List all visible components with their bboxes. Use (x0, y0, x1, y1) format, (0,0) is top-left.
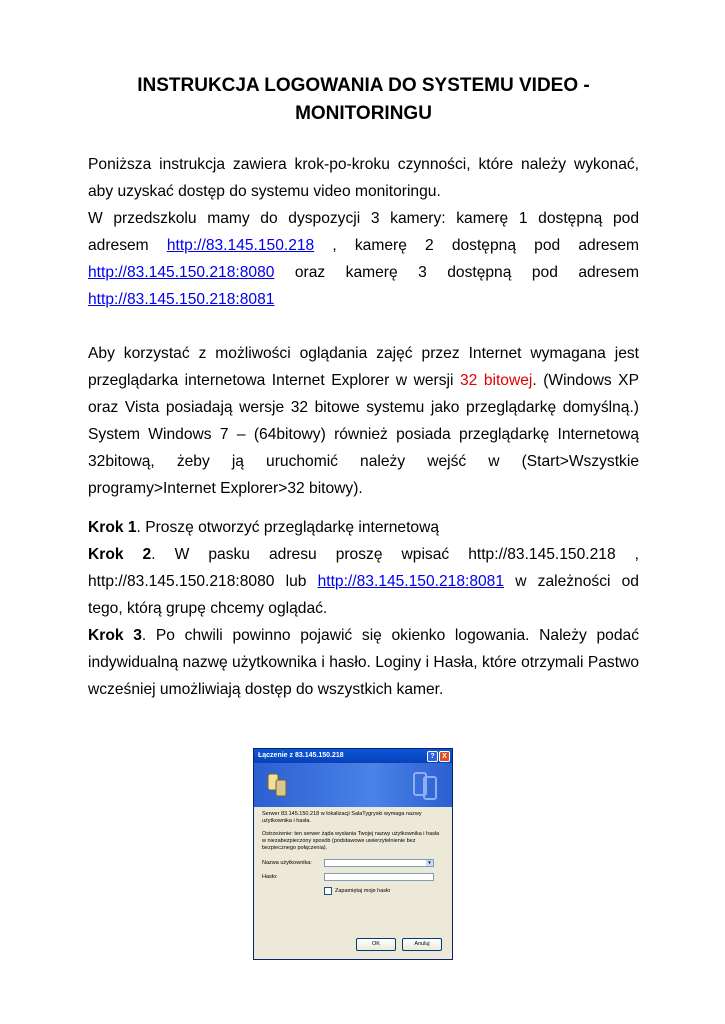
requirements-text-a: Aby korzystać z możliwości oglądania zajęć przez Internet wymagana jest przeglądarka internetowa Internet Explorer w wersji (88, 345, 639, 389)
step-2-label: Krok 2 (88, 546, 152, 563)
step-2-link[interactable]: http://83.145.150.218:8081 (317, 573, 505, 590)
step-3-text: . Po chwili powinno pojawić się okienko logowania. Należy podać indywidualną nazwę użytkownika i hasło. Loginy i Hasła, które otrzymali Pastwo wcześniej umożliwiają dostęp do wszystkich kamer. (88, 627, 639, 698)
cameras-text-c: oraz kamerę 3 dostępną pod adresem (274, 264, 639, 281)
ok-button: OK (356, 938, 396, 951)
login-dialog-screenshot (253, 748, 453, 960)
spacer (88, 313, 639, 340)
password-field (324, 873, 434, 881)
camera-3-link[interactable]: http://83.145.150.218:8081 (88, 291, 275, 308)
requirements-text-b: . (Windows XP oraz Vista posiadają wersje 32 bitowe systemu jako przeglądarkę domyślną.) System Windows 7 – (64bitowy) również posiada przeglądarkę Internetową 32bitową, żeby ją uruchomić należy wejść w (Start>Wszystkie programy>Internet Explorer>32 bitowy). (88, 372, 639, 497)
dialog-content (254, 807, 452, 900)
dialog-buttons (356, 938, 442, 951)
intro-paragraph: Poniższa instrukcja zawiera krok-po-kroku czynności, które należy wykonać, aby uzyskać dostęp do systemu video monitoringu. (88, 156, 639, 200)
step-1 (88, 514, 639, 541)
username-row (262, 858, 444, 868)
requirements-highlight: 32 bitowej (459, 372, 533, 389)
cameras-paragraph (88, 205, 639, 313)
camera-2-link[interactable]: http://83.145.150.218:8080 (88, 264, 275, 281)
title-line-1: INSTRUKCJA LOGOWANIA DO SYSTEMU VIDEO - (137, 75, 590, 96)
warning-text: Ostrzeżenie: ten serwer żąda wysłania Twojej nazwy użytkownika i hasła w niezabezpieczony sposób (podstawowe uwierzytelnienie bez bezpiecznego połączenia). (262, 831, 440, 851)
close-button: X (439, 751, 450, 762)
title-line-2: MONITORINGU (295, 103, 432, 124)
cameras-text-a: W przedszkolu mamy do dyspozycji 3 kamery: kamerę 1 dostępną pod adresem (88, 210, 639, 254)
camera-1-link[interactable]: http://83.145.150.218 (166, 237, 315, 254)
page-title (88, 72, 639, 128)
step-2 (88, 541, 639, 622)
step-3 (88, 622, 639, 703)
keys-icon (262, 770, 292, 800)
remember-checkbox (324, 887, 332, 895)
dialog-title: Łączenie z 83.145.150.218 (258, 752, 344, 759)
cancel-button: Anuluj (402, 938, 442, 951)
spacer (88, 502, 639, 514)
document-body (88, 151, 639, 703)
step-3-label: Krok 3 (88, 627, 142, 644)
dropdown-arrow-icon: ▾ (426, 860, 433, 866)
username-label: Nazwa użytkownika: (262, 859, 312, 866)
cameras-text-b: , kamerę 2 dostępną pod adresem (314, 237, 639, 254)
username-field (324, 859, 434, 867)
server-text: Serwer 83.145.150.218 w lokalizacji SalaTygryski wymaga nazwy użytkownika i hasła. (262, 811, 422, 824)
requirements-paragraph (88, 340, 639, 502)
password-label: Hasło: (262, 873, 278, 880)
dialog-banner (254, 763, 452, 807)
step-2-text-b: w zależności od tego, którą grupę chcemy oglądać. (88, 573, 639, 617)
keys-watermark-icon (408, 767, 444, 803)
step-1-label: Krok 1 (88, 519, 137, 536)
remember-password-row (324, 886, 444, 896)
password-row (262, 872, 444, 882)
step-2-text-a: . W pasku adresu proszę wpisać http://83.145.150.218 , http://83.145.150.218:8080 lub (88, 546, 639, 590)
dialog-titlebar (254, 749, 452, 763)
remember-label: Zapamiętaj moje hasło (335, 887, 391, 894)
help-button: ? (427, 751, 438, 762)
step-1-text: . Proszę otworzyć przeglądarkę internetową (136, 519, 440, 536)
